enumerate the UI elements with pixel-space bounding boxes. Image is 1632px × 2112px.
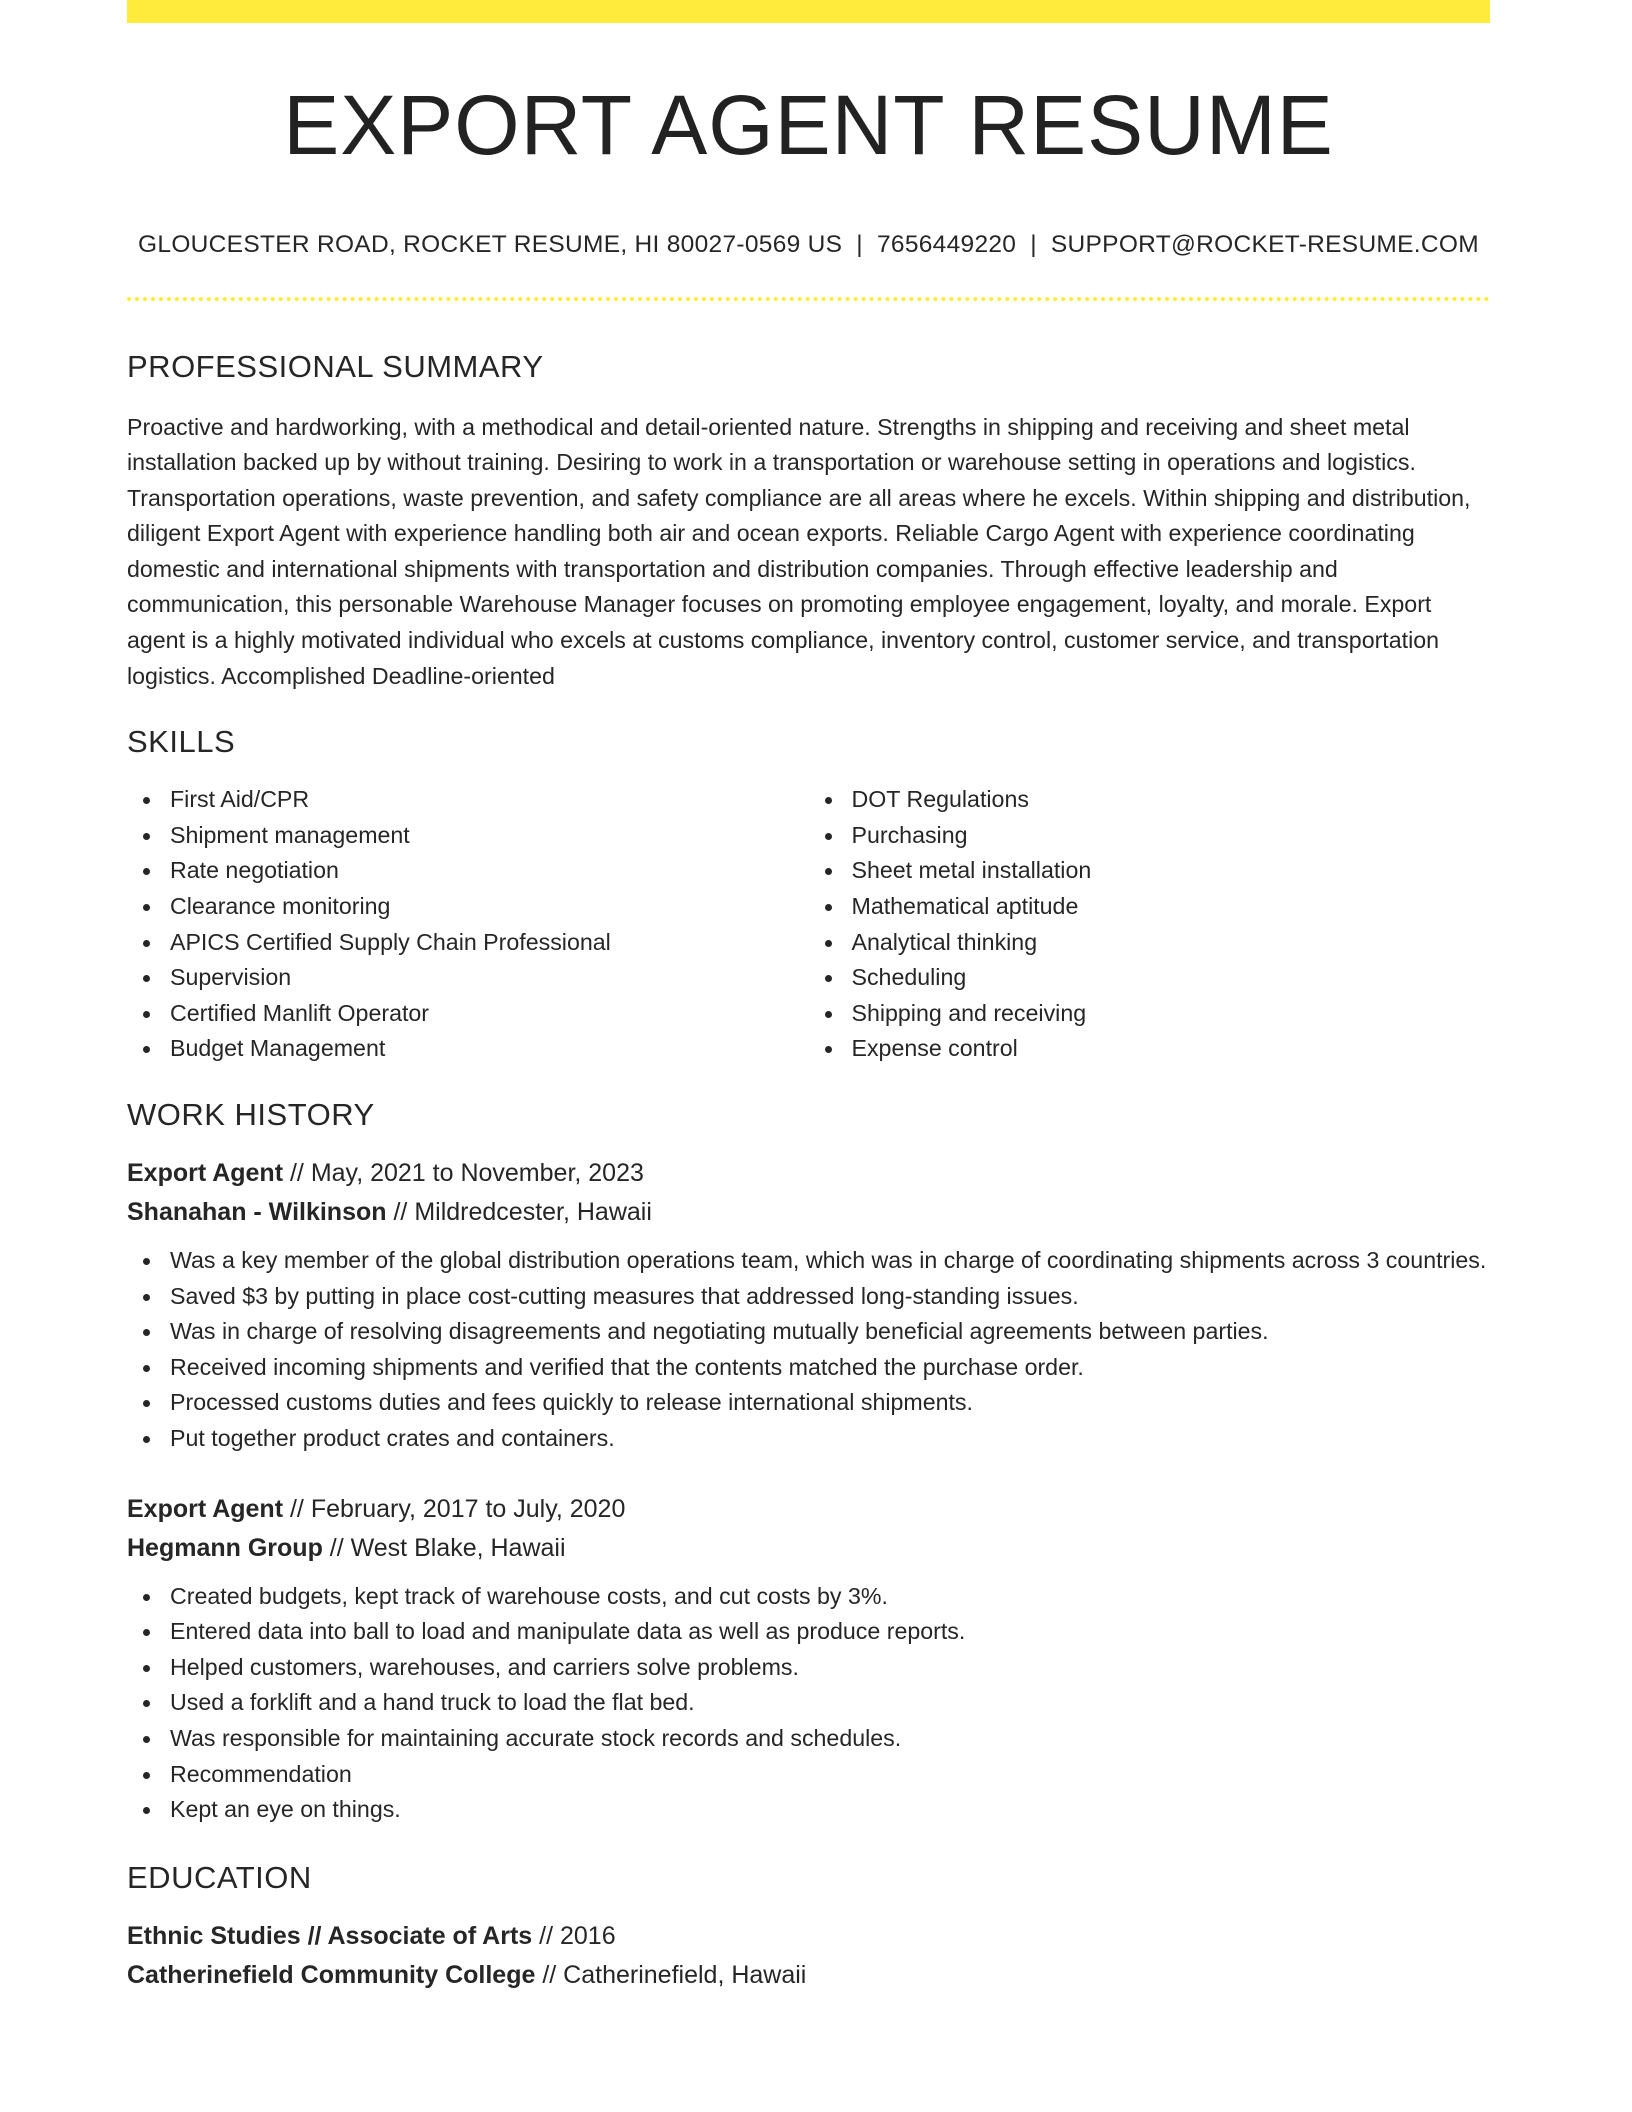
job-company-line: [127, 1193, 1490, 1232]
skill-item: Mathematical aptitude: [852, 889, 1491, 925]
job-bullet-item: Recommendation: [170, 1757, 1490, 1793]
job-dates: // February, 2017 to July, 2020: [289, 1494, 626, 1523]
job-bullet-item: Kept an eye on things.: [170, 1792, 1490, 1828]
skill-item: DOT Regulations: [852, 782, 1491, 818]
job-bullet-item: Helped customers, warehouses, and carriers solve problems.: [170, 1650, 1490, 1686]
contact-phone: 7656449220: [876, 231, 1017, 258]
job-title: Export Agent: [127, 1159, 284, 1187]
skills-list-left: [127, 782, 809, 1067]
skill-item: Certified Manlift Operator: [170, 996, 809, 1032]
contact-separator: |: [856, 231, 863, 258]
skill-item: Budget Management: [170, 1031, 809, 1067]
contact-line: [127, 233, 1490, 258]
education-heading: EDUCATION: [127, 1859, 312, 1895]
job-bullet-item: Saved $3 by putting in place cost-cutting measures that addressed long-standing issues.: [170, 1279, 1490, 1315]
resume-title: EXPORT AGENT RESUME: [283, 78, 1334, 172]
contact-address: GLOUCESTER ROAD, ROCKET RESUME, HI 80027-0569 US: [138, 231, 843, 258]
job-bullet-item: Put together product crates and containers.: [170, 1421, 1490, 1457]
education-location: // Catherinefield, Hawaii: [542, 1960, 807, 1989]
skill-item: Scheduling: [852, 960, 1491, 996]
work-history-heading: WORK HISTORY: [127, 1097, 375, 1132]
job-location: // West Blake, Hawaii: [329, 1533, 566, 1562]
job-bullet-item: Was responsible for maintaining accurate stock records and schedules.: [170, 1721, 1490, 1757]
skill-item: APICS Certified Supply Chain Professional: [170, 925, 809, 961]
job-location: // Mildredcester, Hawaii: [393, 1198, 652, 1226]
skills-columns: [127, 782, 1490, 1067]
job-company: Shanahan - Wilkinson: [127, 1198, 387, 1226]
job-bullets: [127, 1243, 1490, 1457]
skill-item: Purchasing: [852, 818, 1491, 854]
contact-separator: |: [1030, 231, 1037, 258]
skill-item: First Aid/CPR: [170, 782, 809, 818]
education-degree-line: [127, 1917, 1490, 1956]
skill-item: Shipment management: [170, 818, 809, 854]
job-title: Export Agent: [127, 1494, 284, 1523]
skill-item: Rate negotiation: [170, 853, 809, 889]
skill-item: Supervision: [170, 960, 809, 996]
resume-page: [127, 0, 1490, 1995]
skills-list-right: [809, 782, 1491, 1067]
job-bullet-item: Was in charge of resolving disagreements and negotiating mutually beneficial agreements between parties.: [170, 1314, 1490, 1350]
skill-item: Sheet metal installation: [852, 853, 1491, 889]
summary-heading: PROFESSIONAL SUMMARY: [127, 348, 544, 384]
skill-item: Expense control: [852, 1031, 1491, 1067]
job-entry: [127, 1490, 1490, 1828]
top-accent-bar: [127, 0, 1490, 23]
education-entry: [127, 1917, 1490, 1995]
education-school: Catherinefield Community College: [127, 1960, 536, 1989]
education-school-line: [127, 1956, 1490, 1995]
job-entry: [127, 1154, 1490, 1457]
job-bullets: [127, 1579, 1490, 1828]
skill-item: Analytical thinking: [852, 925, 1491, 961]
skill-item: Clearance monitoring: [170, 889, 809, 925]
job-bullet-item: Created budgets, kept track of warehouse costs, and cut costs by 3%.: [170, 1579, 1490, 1615]
skills-heading: SKILLS: [127, 724, 236, 760]
job-bullet-item: Processed customs duties and fees quickly to release international shipments.: [170, 1385, 1490, 1421]
job-title-line: [127, 1490, 1490, 1529]
job-bullet-item: Received incoming shipments and verified that the contents matched the purchase order.: [170, 1350, 1490, 1386]
skill-item: Shipping and receiving: [852, 996, 1491, 1032]
job-company: Hegmann Group: [127, 1533, 323, 1562]
job-bullet-item: Entered data into ball to load and manipulate data as well as produce reports.: [170, 1614, 1490, 1650]
job-company-line: [127, 1529, 1490, 1568]
summary-text: Proactive and hardworking, with a methodical and detail-oriented nature. Strengths in shipping and receiving and sheet metal installation backed up by without training. Desiring to work in a transportation or warehouse setting in operations and logistics. Transportation operations, waste prevention, and safety compliance are all areas where he excels. Within shipping and distribution, diligent Export Agent with experience handling both air and ocean exports. Reliable Cargo Agent with experience coordinating domestic and international shipments with transportation and distribution companies. Through effective leadership and communication, this personable Warehouse Manager focuses on promoting employee engagement, loyalty, and morale. Export agent is a highly motivated individual who excels at customs compliance, inventory control, customer service, and transportation logistics. Accomplished Deadline-oriented: [127, 413, 1471, 689]
job-dates: // May, 2021 to November, 2023: [289, 1159, 644, 1187]
education-year: // 2016: [539, 1921, 616, 1950]
dotted-divider: [127, 297, 1490, 301]
job-title-line: [127, 1154, 1490, 1193]
job-bullet-item: Used a forklift and a hand truck to load the flat bed.: [170, 1685, 1490, 1721]
contact-email: SUPPORT@ROCKET-RESUME.COM: [1050, 231, 1479, 258]
education-degree: Ethnic Studies // Associate of Arts: [127, 1921, 533, 1950]
job-bullet-item: Was a key member of the global distribution operations team, which was in charge of coordinating shipments across 3 countries.: [170, 1243, 1490, 1279]
